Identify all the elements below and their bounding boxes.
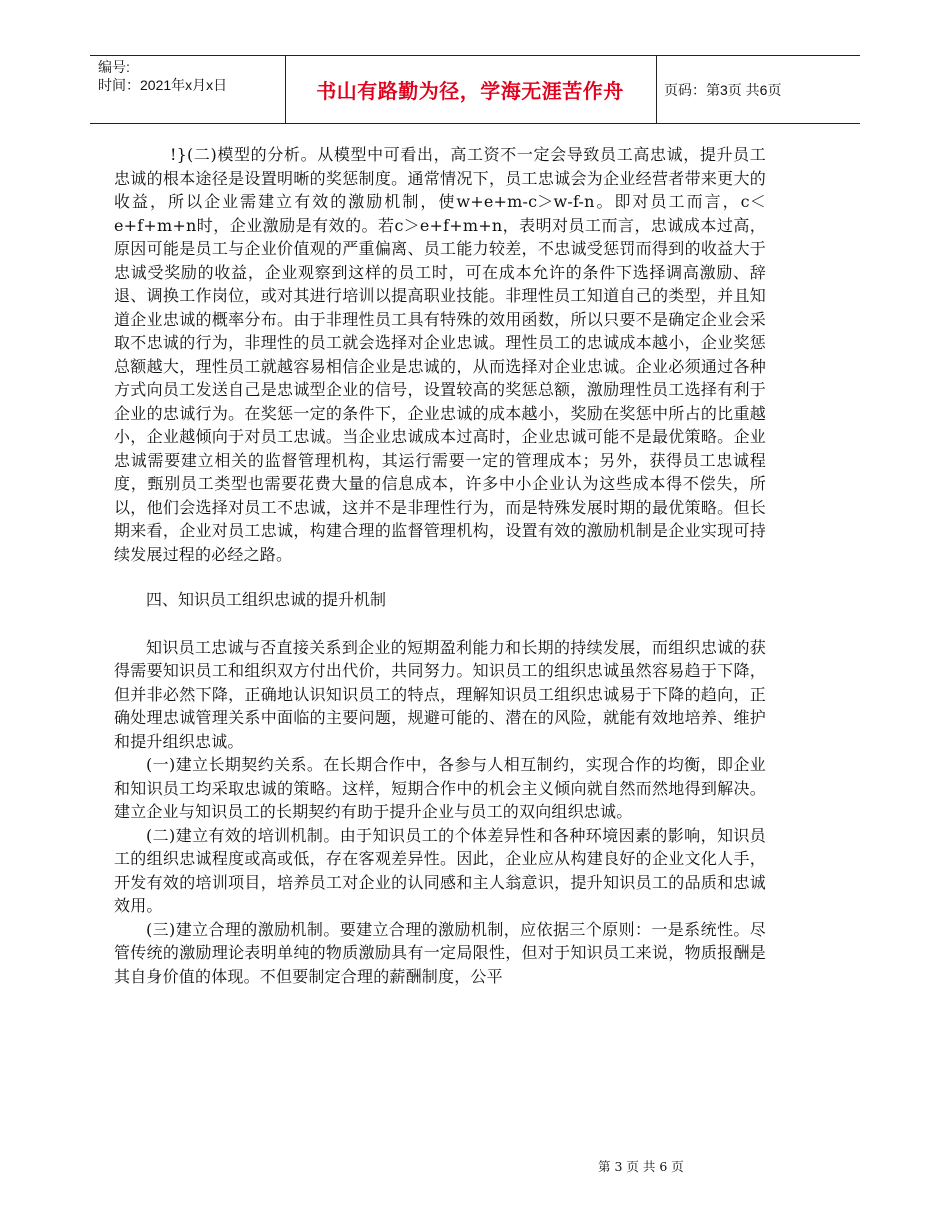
- paragraph-training: (二)建立有效的培训机制。由于知识员工的个体差异性和各种环境因素的影响，知识员工的组织忠诚程度或高或低，存在客观差异性。因此，企业应从构建良好的企业文化人手，开发有效的培训项目，培养员工对企业的认同感和主人翁意识，提升知识员工的品质和忠诚效用。: [114, 825, 766, 915]
- paragraph-intro: 知识员工忠诚与否直接关系到企业的短期盈利能力和长期的持续发展，而组织忠诚的获得需要知识员工和组织双方付出代价，共同努力。知识员工的组织忠诚虽然容易趋于下降，但并非必然下降，正确地认识知识员工的特点，理解知识员工组织忠诚易于下降的趋向，正确处理忠诚管理关系中面临的主要问题，规避可能的、潜在的风险，就能有效地培养、维护和提升组织忠诚。: [114, 637, 766, 751]
- page-footer: 第 3 页 共 6 页: [598, 1159, 684, 1174]
- paragraph-long-term-contract: (一)建立长期契约关系。在长期合作中，各参与人相互制约，实现合作的均衡，即企业和知识员工均采取忠诚的策略。这样，短期合作中的机会主义倾向就自然而然地得到解决。建立企业与知识员工的长期契约有助于提升企业与员工的双向组织忠诚。: [114, 755, 766, 821]
- time-label: 时间：2021年x月x日: [98, 77, 228, 93]
- page-header: [90, 55, 860, 124]
- paragraph-model-analysis: !}(二)模型的分析。从模型中可看出，高工资不一定会导致员工高忠诚，提升员工忠诚的根本途径是设置明晰的奖惩制度。通常情况下，员工忠诚会为企业经营者带来更大的收益，所以企业需建立有效的激励机制，使w+e+m-c＞w-f-n。即对员工而言，c＜e+f+m+n时，企业激励是有效的。若c＞e+f+m+n，表明对员工而言，忠诚成本过高，原因可能是员工与企业价值观的严重偏离、员工能力较差，不忠诚受惩罚而得到的收益大于忠诚受奖励的收益，企业观察到这样的员工时，可在成本允许的条件下选择调高激励、辞退、调换工作岗位，或对其进行培训以提高职业技能。非理性员工知道自己的类型，并且知道企业忠诚的概率分布。由于非理性员工具有特殊的效用函数，所以只要不是确定企业会采取不忠诚的行为，非理性的员工就会选择对企业忠诚。理性员工的忠诚成本越小，企业奖惩总额越大，理性员工就越容易相信企业是忠诚的，从而选择对企业忠诚。企业必须通过各种方式向员工发送自己是忠诚型企业的信号，设置较高的奖惩总额，激励理性员工选择有利于企业的忠诚行为。在奖惩一定的条件下，企业忠诚的成本越小，奖励在奖惩中所占的比重越小，企业越倾向于对员工忠诚。当企业忠诚成本过高时，企业忠诚可能不是最优策略。企业忠诚需要建立相关的监督管理机构，其运行需要一定的管理成本；另外，获得员工忠诚程度，甄别员工类型也需要花费大量的信息成本，许多中小企业认为这些成本得不偿失，所以，他们会选择对员工不忠诚，这并不是非理性行为，而是特殊发展时期的最优策略。但长期来看，企业对员工忠诚，构建合理的监督管理机构，设置有效的激励机制是企业实现可持续发展过程的必经之路。: [114, 145, 766, 564]
- document-body: [114, 143, 766, 988]
- section-heading: 四、知识员工组织忠诚的提升机制: [146, 590, 387, 609]
- header-meta: [98, 58, 288, 94]
- header-page-info: 页码：第3页 共6页: [664, 81, 782, 98]
- header-divider: [656, 56, 657, 123]
- paragraph-incentive: (三)建立合理的激励机制。要建立合理的激励机制，应依据三个原则：一是系统性。尽管传统的激励理论表明单纯的物质激励具有一定局限性，但对于知识员工来说，物质报酬是其自身价值的体现。不但要制定合理的薪酬制度，公平: [114, 919, 766, 986]
- header-motto: 书山有路勤为径，学海无涯苦作舟: [316, 79, 624, 103]
- serial-label: 编号:: [98, 59, 130, 75]
